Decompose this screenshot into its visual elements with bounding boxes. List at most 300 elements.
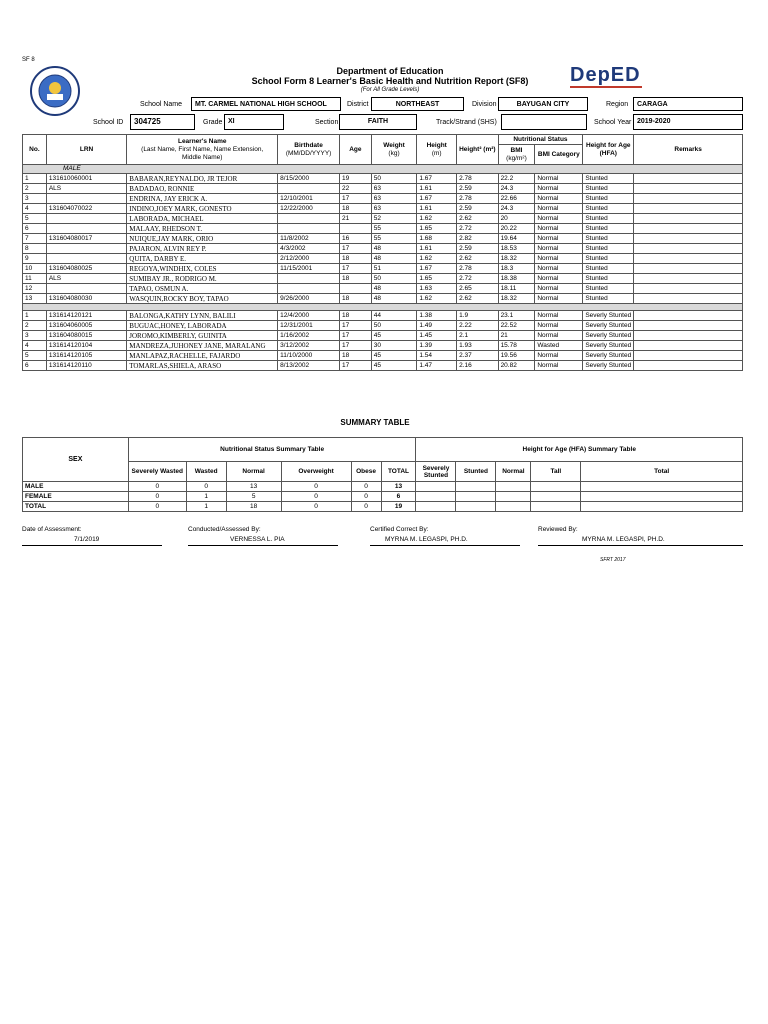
cell-hfa: Stunted <box>583 184 634 194</box>
summary-value: 0 <box>128 482 186 492</box>
col-bmi-category: BMI Category <box>535 145 583 165</box>
cell-age: 16 <box>339 234 371 244</box>
cell-name: REGOYA,WINDHIX, COLES <box>127 264 278 274</box>
cell-age: 18 <box>339 254 371 264</box>
school-year-label: School Year <box>594 119 632 126</box>
cell-name: ENDRINA, JAY ERICK A. <box>127 194 278 204</box>
summary-value: 18 <box>226 502 281 512</box>
cell-bmi: 18.3 <box>498 264 535 274</box>
reviewed-value: MYRNA M. LEGASPI, PH.D. <box>582 536 665 543</box>
cell-ht: 1.61 <box>417 244 457 254</box>
cell-ht2: 2.59 <box>457 244 498 254</box>
cell-age: 18 <box>339 294 371 304</box>
col-nutritional-status: Nutritional Status <box>498 135 583 145</box>
district-label: District <box>347 101 369 108</box>
summary-row <box>23 482 743 492</box>
cell-hfa: Stunted <box>583 174 634 184</box>
cell-wt: 55 <box>371 234 417 244</box>
cell-ht: 1.54 <box>417 351 457 361</box>
cell-cat: Normal <box>535 284 583 294</box>
cell-birth: 12/31/2001 <box>278 321 340 331</box>
track-field <box>501 114 587 130</box>
cell-birth: 11/8/2002 <box>278 234 340 244</box>
cell-no: 12 <box>23 284 47 294</box>
summary-title: SUMMARY TABLE <box>340 418 410 427</box>
section-field: FAITH <box>339 114 417 130</box>
summary-hfa-value <box>416 502 456 512</box>
cell-ht: 1.67 <box>417 194 457 204</box>
table-row <box>23 321 743 331</box>
cell-no: 5 <box>23 351 47 361</box>
cell-cat: Normal <box>535 214 583 224</box>
cell-birth <box>278 284 340 294</box>
cell-age: 18 <box>339 274 371 284</box>
cell-no: 2 <box>23 321 47 331</box>
cell-name: SUMIBAY JR., RODRIGO M. <box>127 274 278 284</box>
cell-ht2: 2.62 <box>457 254 498 264</box>
cell-lrn: 131604060005 <box>46 321 126 331</box>
cell-no: 13 <box>23 294 47 304</box>
summary-hfa-value <box>496 502 531 512</box>
summary-hfa-value <box>531 482 581 492</box>
cell-remarks <box>634 254 743 264</box>
cell-wt: 48 <box>371 294 417 304</box>
table-row <box>23 174 743 184</box>
cell-ht2: 2.65 <box>457 284 498 294</box>
cell-age: 21 <box>339 214 371 224</box>
learner-table <box>22 134 743 371</box>
table-row <box>23 264 743 274</box>
cell-ht2: 2.37 <box>457 351 498 361</box>
cell-cat: Normal <box>535 234 583 244</box>
cell-no: 1 <box>23 174 47 184</box>
cell-cat: Normal <box>535 254 583 264</box>
cell-name: BABARAN,REYNALDO, JR TEJOR <box>127 174 278 184</box>
summary-hfa-value <box>416 482 456 492</box>
cell-ht: 1.47 <box>417 361 457 371</box>
summary-value: 0 <box>281 492 351 502</box>
cell-bmi: 24.3 <box>498 204 535 214</box>
cell-ht: 1.61 <box>417 204 457 214</box>
cell-ht: 1.38 <box>417 311 457 321</box>
form-title: School Form 8 Learner's Basic Health and Nutrition Report (SF8) <box>251 76 529 86</box>
cell-ht2: 2.72 <box>457 274 498 284</box>
cell-age: 17 <box>339 264 371 274</box>
cell-birth: 3/12/2002 <box>278 341 340 351</box>
cell-hfa: Stunted <box>583 204 634 214</box>
cell-remarks <box>634 234 743 244</box>
cell-ht: 1.45 <box>417 331 457 341</box>
cell-bmi: 23.1 <box>498 311 535 321</box>
col-height: Height (m) <box>417 135 457 165</box>
cell-age: 19 <box>339 174 371 184</box>
cell-ht2: 2.78 <box>457 194 498 204</box>
certified-value: MYRNA M. LEGASPI, PH.D. <box>385 536 468 543</box>
cell-no: 6 <box>23 224 47 234</box>
col-lrn: LRN <box>46 135 126 165</box>
summary-row <box>23 502 743 512</box>
cell-no: 7 <box>23 234 47 244</box>
summary-table <box>22 437 743 512</box>
cell-wt: 48 <box>371 284 417 294</box>
summary-nut-col: Overweight <box>281 462 351 482</box>
summary-hfa-value <box>581 482 743 492</box>
summary-nut-header: Nutritional Status Summary Table <box>128 438 416 462</box>
cell-bmi: 15.78 <box>498 341 535 351</box>
cell-remarks <box>634 194 743 204</box>
cell-remarks <box>634 311 743 321</box>
cell-lrn <box>46 254 126 264</box>
table-row <box>23 274 743 284</box>
cell-no: 10 <box>23 264 47 274</box>
table-row <box>23 244 743 254</box>
cell-bmi: 18.32 <box>498 254 535 264</box>
summary-hfa-value <box>456 502 496 512</box>
summary-value: 6 <box>381 492 416 502</box>
cell-remarks <box>634 214 743 224</box>
summary-value: 13 <box>381 482 416 492</box>
cell-age: 18 <box>339 204 371 214</box>
summary-nut-col: Wasted <box>186 462 226 482</box>
cell-wt: 44 <box>371 311 417 321</box>
cell-cat: Normal <box>535 361 583 371</box>
cell-age: 17 <box>339 244 371 254</box>
cell-hfa: Stunted <box>583 224 634 234</box>
cell-bmi: 24.3 <box>498 184 535 194</box>
table-row <box>23 224 743 234</box>
cell-lrn: 131614120105 <box>46 351 126 361</box>
cell-cat: Normal <box>535 204 583 214</box>
summary-hfa-value <box>416 492 456 502</box>
cell-wt: 45 <box>371 351 417 361</box>
cell-birth <box>278 184 340 194</box>
cell-age: 17 <box>339 331 371 341</box>
cell-bmi: 18.53 <box>498 244 535 254</box>
cell-lrn: ALS <box>46 274 126 284</box>
summary-hfa-value <box>496 482 531 492</box>
cell-wt: 50 <box>371 174 417 184</box>
cell-name: PAJARON, ALVIN REY P. <box>127 244 278 254</box>
cell-age: 22 <box>339 184 371 194</box>
cell-name: BUGUAC,HONEY, LABORADA <box>127 321 278 331</box>
cell-wt: 30 <box>371 341 417 351</box>
cell-hfa: Severly Stunted <box>583 351 634 361</box>
cell-birth <box>278 214 340 224</box>
cell-bmi: 21 <box>498 331 535 341</box>
cell-ht: 1.63 <box>417 284 457 294</box>
cell-birth: 11/10/2000 <box>278 351 340 361</box>
cell-age: 18 <box>339 351 371 361</box>
cell-name: QUITA, DARBY E. <box>127 254 278 264</box>
cell-no: 1 <box>23 311 47 321</box>
cell-ht2: 1.9 <box>457 311 498 321</box>
cell-birth: 8/15/2000 <box>278 174 340 184</box>
summary-hfa-col: Normal <box>496 462 531 482</box>
cell-remarks <box>634 244 743 254</box>
cell-hfa: Stunted <box>583 254 634 264</box>
cell-ht2: 2.78 <box>457 174 498 184</box>
cell-wt: 50 <box>371 274 417 284</box>
date-value: 7/1/2019 <box>74 536 100 543</box>
cell-ht: 1.62 <box>417 254 457 264</box>
summary-value: 5 <box>226 492 281 502</box>
cell-birth: 12/10/2001 <box>278 194 340 204</box>
conducted-label: Conducted/Assessed By: <box>188 526 261 533</box>
district-field: NORTHEAST <box>371 97 464 111</box>
cell-no: 9 <box>23 254 47 264</box>
certified-label: Certified Correct By: <box>370 526 429 533</box>
summary-hfa-col: Tall <box>531 462 581 482</box>
summary-value: 0 <box>128 492 186 502</box>
summary-value: 0 <box>351 492 381 502</box>
summary-nut-col: Obese <box>351 462 381 482</box>
cell-no: 2 <box>23 184 47 194</box>
summary-hfa-value <box>531 502 581 512</box>
cell-hfa: Severly Stunted <box>583 311 634 321</box>
cell-lrn <box>46 284 126 294</box>
cell-bmi: 22.2 <box>498 174 535 184</box>
cell-age: 17 <box>339 194 371 204</box>
summary-sex: MALE <box>23 482 129 492</box>
table-row <box>23 234 743 244</box>
col-hfa: Height for Age (HFA) <box>583 135 634 165</box>
cell-remarks <box>634 264 743 274</box>
cell-birth <box>278 224 340 234</box>
cell-lrn: 131614120121 <box>46 311 126 321</box>
cell-ht: 1.39 <box>417 341 457 351</box>
cell-ht2: 2.16 <box>457 361 498 371</box>
cell-ht2: 2.82 <box>457 234 498 244</box>
cell-cat: Normal <box>535 244 583 254</box>
summary-nut-col: TOTAL <box>381 462 416 482</box>
summary-nut-col: Normal <box>226 462 281 482</box>
summary-value: 1 <box>186 502 226 512</box>
cell-ht2: 2.78 <box>457 264 498 274</box>
cell-remarks <box>634 321 743 331</box>
cell-name: TOMARLAS,SHIELA, ARASO <box>127 361 278 371</box>
cell-age <box>339 224 371 234</box>
cell-wt: 45 <box>371 331 417 341</box>
section-label: Section <box>315 119 339 126</box>
summary-sex-header: SEX <box>23 438 129 482</box>
cell-lrn: 131604080030 <box>46 294 126 304</box>
summary-value: 0 <box>281 502 351 512</box>
summary-hfa-col: Total <box>581 462 743 482</box>
col-bmi: BMI (kg/m²) <box>498 145 535 165</box>
grade-label: Grade <box>203 119 223 126</box>
cell-remarks <box>634 284 743 294</box>
col-name: Learner's Name (Last Name, First Name, Name Extension, Middle Name) <box>127 135 278 165</box>
cell-lrn <box>46 244 126 254</box>
cell-lrn: 131610060001 <box>46 174 126 184</box>
cell-cat: Normal <box>535 294 583 304</box>
cell-birth: 9/26/2000 <box>278 294 340 304</box>
summary-nut-col: Severely Wasted <box>128 462 186 482</box>
cell-bmi: 18.38 <box>498 274 535 284</box>
col-birthdate: Birthdate (MM/DD/YYYY) <box>278 135 340 165</box>
summary-value: 0 <box>281 482 351 492</box>
col-age: Age <box>339 135 371 165</box>
deped-seal <box>30 66 80 116</box>
cell-birth <box>278 274 340 284</box>
cell-ht2: 1.93 <box>457 341 498 351</box>
table-row <box>23 204 743 214</box>
table-row <box>23 214 743 224</box>
cell-ht: 1.62 <box>417 294 457 304</box>
cell-birth: 12/22/2000 <box>278 204 340 214</box>
cell-ht2: 2.59 <box>457 184 498 194</box>
cell-no: 3 <box>23 331 47 341</box>
region-field: CARAGA <box>633 97 743 111</box>
cell-age: 17 <box>339 361 371 371</box>
cell-age: 17 <box>339 341 371 351</box>
cell-remarks <box>634 294 743 304</box>
female-section-divider <box>23 304 743 311</box>
cell-hfa: Severly Stunted <box>583 361 634 371</box>
summary-value: 0 <box>128 502 186 512</box>
summary-value: 0 <box>351 502 381 512</box>
cell-lrn: 131614120110 <box>46 361 126 371</box>
summary-hfa-value <box>496 492 531 502</box>
cell-birth: 8/13/2002 <box>278 361 340 371</box>
school-year-field: 2019-2020 <box>633 114 743 130</box>
summary-hfa-value <box>456 482 496 492</box>
cell-bmi: 22.52 <box>498 321 535 331</box>
summary-hfa-value <box>531 492 581 502</box>
table-row <box>23 294 743 304</box>
cell-remarks <box>634 341 743 351</box>
date-label: Date of Assessment: <box>22 526 82 533</box>
cell-birth: 4/3/2002 <box>278 244 340 254</box>
cell-wt: 48 <box>371 244 417 254</box>
cell-ht: 1.67 <box>417 264 457 274</box>
school-id-label: School ID <box>93 119 124 126</box>
cell-wt: 51 <box>371 264 417 274</box>
division-field: BAYUGAN CITY <box>498 97 588 111</box>
cell-wt: 48 <box>371 254 417 264</box>
table-row <box>23 331 743 341</box>
col-weight: Weight (kg) <box>371 135 417 165</box>
cell-lrn: ALS <box>46 184 126 194</box>
form-code: SF 8 <box>22 57 35 63</box>
cell-no: 3 <box>23 194 47 204</box>
cell-ht2: 2.59 <box>457 204 498 214</box>
cell-remarks <box>634 274 743 284</box>
cell-remarks <box>634 351 743 361</box>
summary-sex: FEMALE <box>23 492 129 502</box>
cell-ht: 1.68 <box>417 234 457 244</box>
cell-ht2: 2.1 <box>457 331 498 341</box>
cell-bmi: 18.32 <box>498 294 535 304</box>
col-no: No. <box>23 135 47 165</box>
table-row <box>23 194 743 204</box>
cell-bmi: 20.82 <box>498 361 535 371</box>
cell-lrn <box>46 214 126 224</box>
cell-no: 6 <box>23 361 47 371</box>
cell-hfa: Stunted <box>583 194 634 204</box>
cell-remarks <box>634 174 743 184</box>
cell-remarks <box>634 361 743 371</box>
school-name-field: MT. CARMEL NATIONAL HIGH SCHOOL <box>191 97 341 111</box>
cell-lrn <box>46 194 126 204</box>
cell-cat: Normal <box>535 351 583 361</box>
cell-hfa: Severly Stunted <box>583 331 634 341</box>
table-row <box>23 341 743 351</box>
cell-ht: 1.65 <box>417 224 457 234</box>
summary-hfa-header: Height for Age (HFA) Summary Table <box>416 438 743 462</box>
cell-cat: Normal <box>535 264 583 274</box>
cell-cat: Normal <box>535 331 583 341</box>
cell-hfa: Stunted <box>583 234 634 244</box>
cell-lrn: 131614120104 <box>46 341 126 351</box>
cell-ht: 1.67 <box>417 174 457 184</box>
cell-hfa: Severly Stunted <box>583 321 634 331</box>
cell-wt: 63 <box>371 194 417 204</box>
cell-name: BADADAO, RONNIE <box>127 184 278 194</box>
cell-cat: Normal <box>535 174 583 184</box>
cell-name: BALONGA,KATHY LYNN, BALILI <box>127 311 278 321</box>
cell-cat: Normal <box>535 224 583 234</box>
table-row <box>23 254 743 264</box>
cell-bmi: 18.11 <box>498 284 535 294</box>
cell-wt: 63 <box>371 184 417 194</box>
cell-lrn: 131604070022 <box>46 204 126 214</box>
cell-hfa: Stunted <box>583 294 634 304</box>
cell-remarks <box>634 331 743 341</box>
cell-remarks <box>634 204 743 214</box>
cell-bmi: 20.22 <box>498 224 535 234</box>
summary-value: 13 <box>226 482 281 492</box>
school-id-field: 304725 <box>130 114 195 130</box>
cell-bmi: 22.66 <box>498 194 535 204</box>
cell-cat: Normal <box>535 194 583 204</box>
cell-no: 5 <box>23 214 47 224</box>
school-name-label: School Name <box>140 101 183 108</box>
cell-birth: 11/15/2001 <box>278 264 340 274</box>
cell-ht: 1.62 <box>417 214 457 224</box>
cell-ht2: 2.62 <box>457 294 498 304</box>
cell-ht: 1.49 <box>417 321 457 331</box>
cell-wt: 50 <box>371 321 417 331</box>
region-label: Region <box>606 101 629 108</box>
table-row <box>23 361 743 371</box>
cell-name: WASQUIN,ROCKY BOY, TAPAO <box>127 294 278 304</box>
cell-no: 4 <box>23 204 47 214</box>
cell-birth: 12/4/2000 <box>278 311 340 321</box>
cell-lrn: 131604080025 <box>46 264 126 274</box>
summary-value: 0 <box>186 482 226 492</box>
cell-hfa: Stunted <box>583 284 634 294</box>
table-row <box>23 311 743 321</box>
track-label: Track/Strand (SHS) <box>436 119 497 126</box>
summary-hfa-value <box>581 502 743 512</box>
cell-hfa: Stunted <box>583 274 634 284</box>
table-row <box>23 284 743 294</box>
cell-cat: Normal <box>535 311 583 321</box>
grade-field: XI <box>224 114 284 130</box>
summary-value: 0 <box>351 482 381 492</box>
cell-hfa: Stunted <box>583 264 634 274</box>
cell-lrn: 131604080017 <box>46 234 126 244</box>
cell-remarks <box>634 224 743 234</box>
cell-wt: 63 <box>371 204 417 214</box>
form-version: SFRT 2017 <box>600 557 626 563</box>
cell-cat: Normal <box>535 184 583 194</box>
cell-ht: 1.65 <box>417 274 457 284</box>
cell-ht2: 2.22 <box>457 321 498 331</box>
male-label: MALE <box>23 165 743 174</box>
cell-lrn: 131604080015 <box>46 331 126 341</box>
